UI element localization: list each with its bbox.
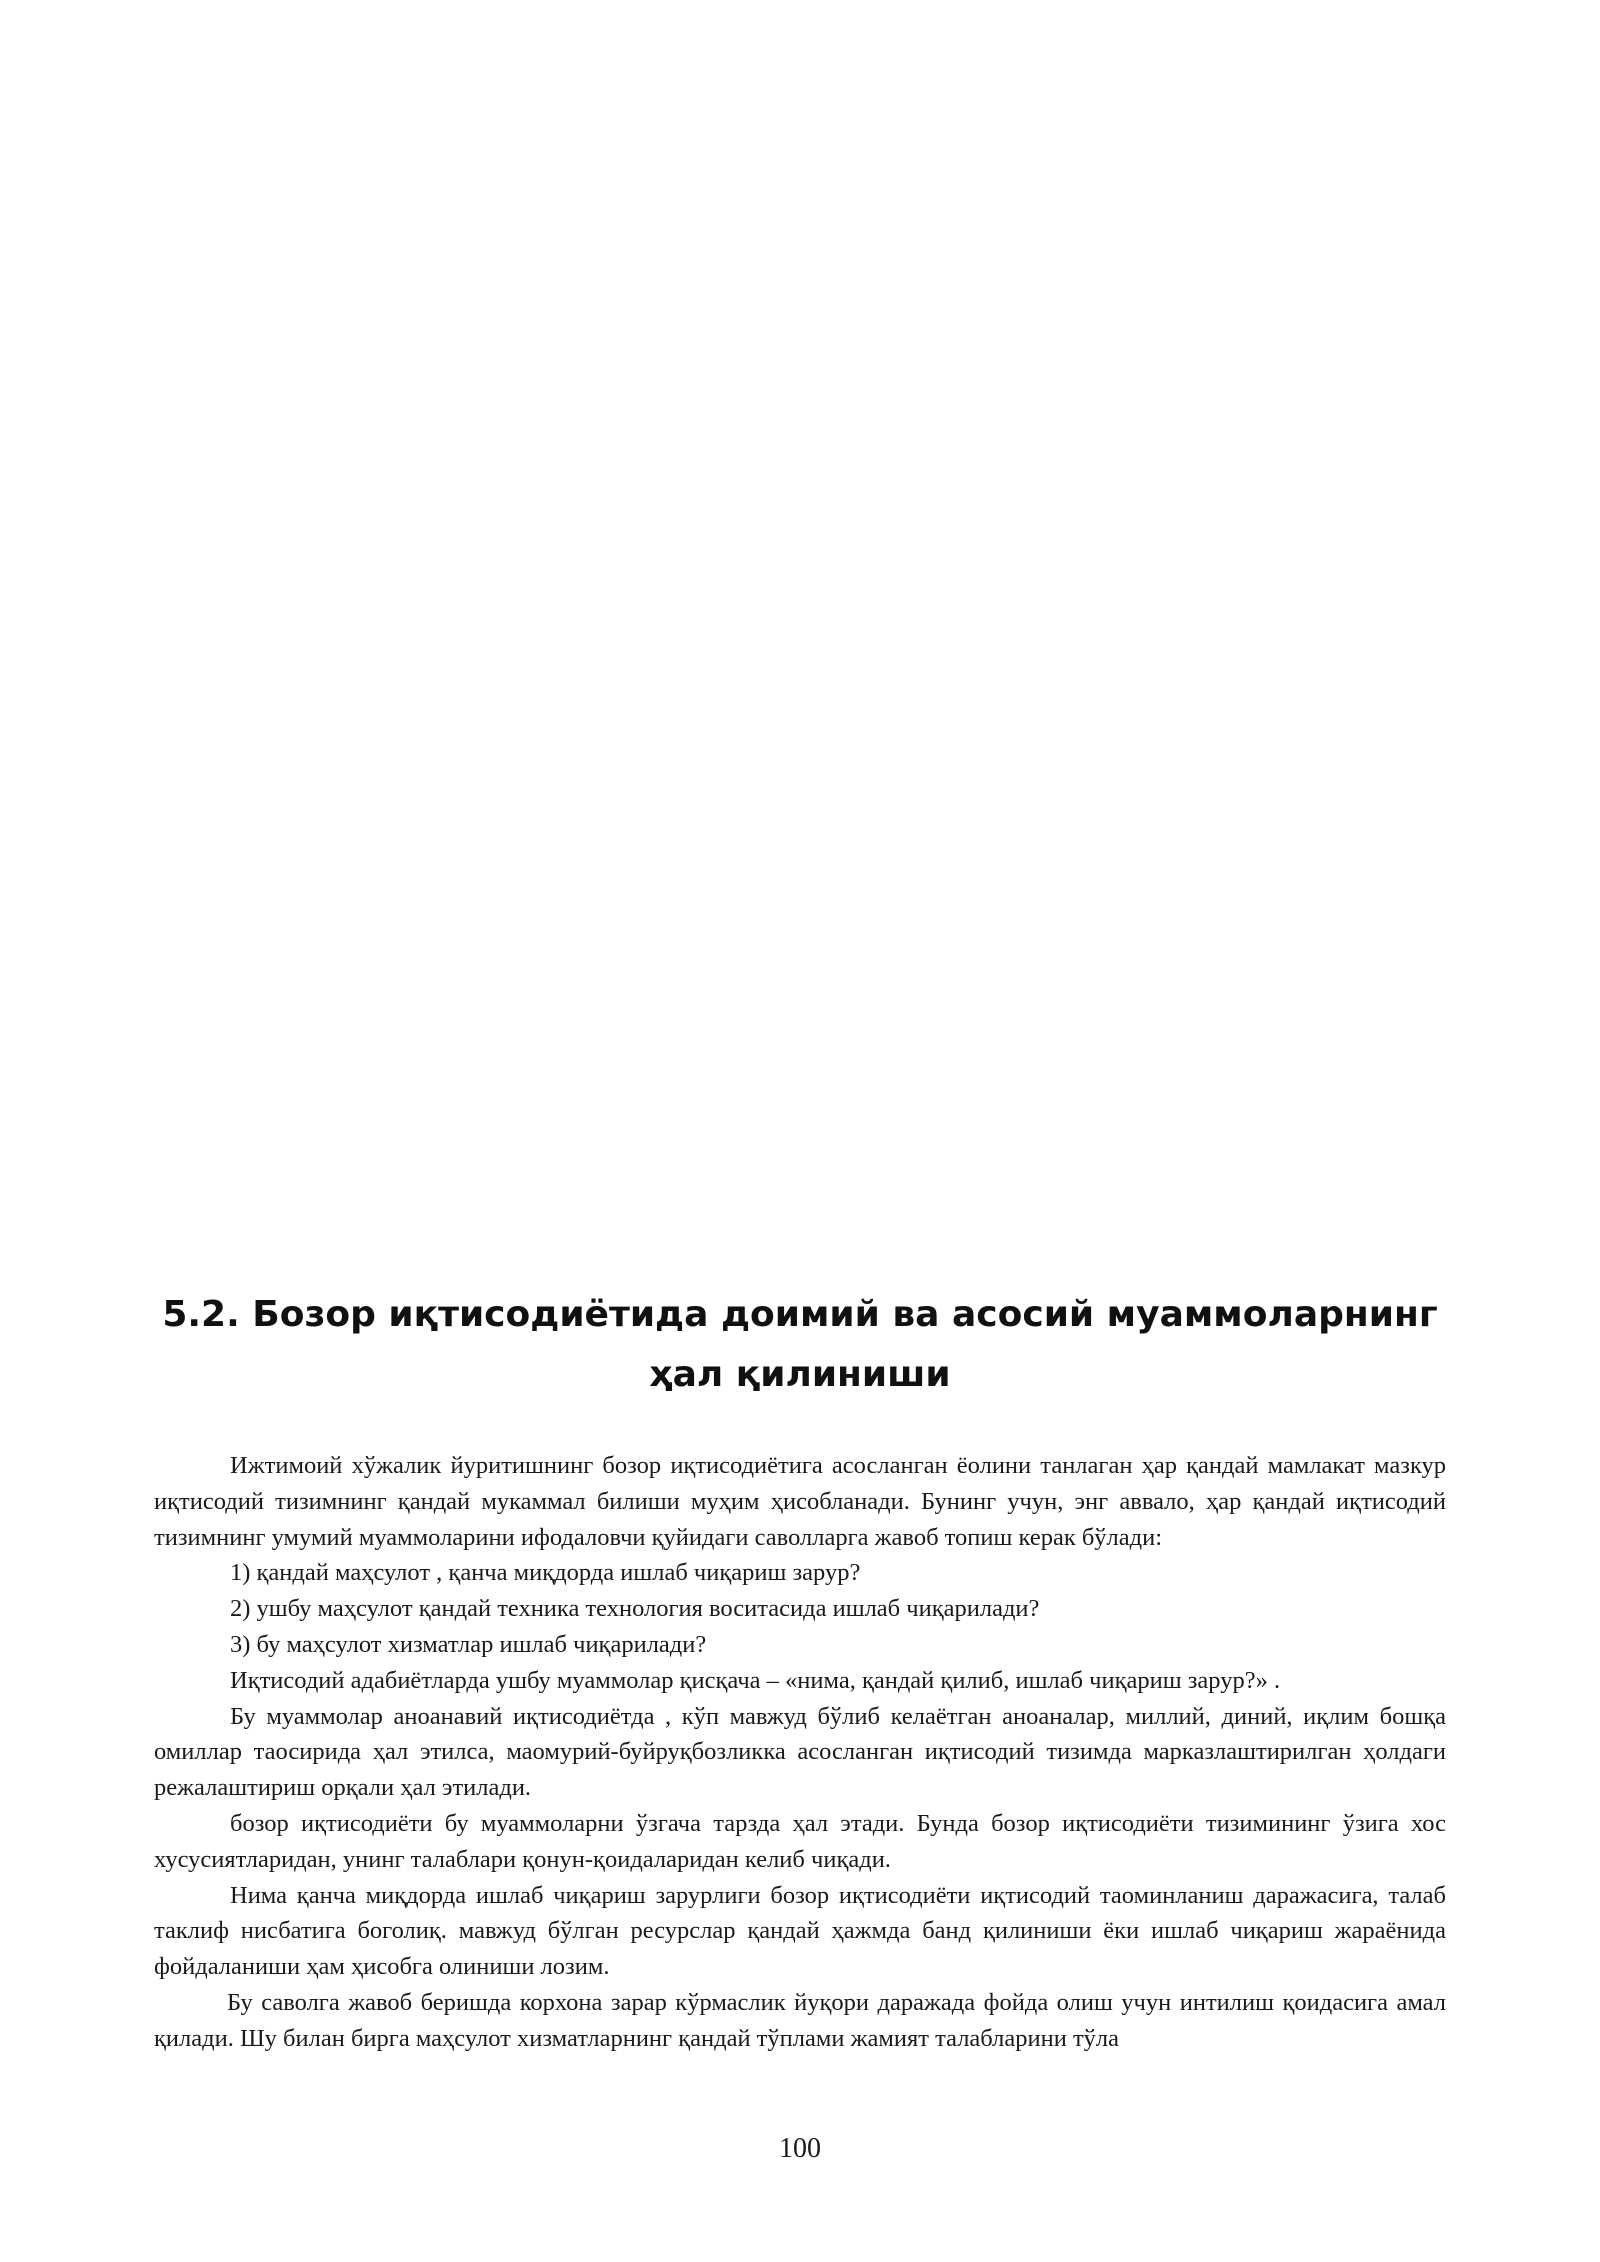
paragraph-intro: Ижтимоий хўжалик йуритишнинг бозор иқтисодиётига асосланган ёолини танлаган ҳар қандай мамлакат мазкур иқтисодий тизимнинг қандай мукаммал билиши муҳим ҳисобланади. Бунинг учун, энг аввало, ҳар қандай иқтисодий тизимнинг умумий муаммоларини ифодаловчи қуйидаги саволларга жавоб топиш керак бўлади: — [154, 1452, 1446, 1551]
page-number: 100 — [779, 2133, 821, 2164]
section-heading-line-1: 5.2. Бозор иқтисодиётида доимий ва асосий муаммоларнинг — [162, 1294, 1438, 1335]
section-heading-line-2: ҳал қилиниши — [649, 1354, 951, 1395]
paragraph-summary: Иқтисодий адабиётларда ушбу муаммолар қисқача – «нима, қандай қилиб, ишлаб чиқариш зарур?» . — [230, 1666, 1281, 1694]
paragraph-what-to-produce: Нима қанча миқдорда ишлаб чиқариш зарурлиги бозор иқтисодиёти иқтисодий таоминланиш даражасига, талаб таклиф нисбатига боголиқ. мавжуд бўлган ресурслар қандай ҳажмда банд қилиниши ёки ишлаб чиқариш жараёнида фойдаланиши ҳам ҳисобга олиниши лозим. — [154, 1881, 1446, 1981]
list-item-2: 2) ушбу маҳсулот қандай техника технология воситасида ишлаб чиқарилади? — [230, 1595, 1040, 1623]
paragraph-answer: Бу саволга жавоб беришда корхона зарар кўрмаслик йуқори даражада фойда олиш учун интилиш қоидасига амал қилади. Шу билан бирга маҳсулот хизматларнинг қандай тўплами жамият талабларини тўла — [154, 1988, 1446, 2052]
list-item-3: 3) бу маҳсулот хизматлар ишлаб чиқарилади? — [230, 1630, 707, 1658]
paragraph-market-economy: бозор иқтисодиёти бу муаммоларни ўзгача тарзда ҳал этади. Бунда бозор иқтисодиёти тизимининг ўзига хос хусусиятларидан, унинг талаблари қонун-қоидаларидан келиб чиқади. — [154, 1809, 1446, 1873]
body-text — [154, 1448, 1446, 2057]
section-heading — [150, 1285, 1450, 1405]
paragraph-traditional-economy: Бу муаммолар аноанавий иқтисодиётда , кўп мавжуд бўлиб келаётган аноаналар, миллий, диний, иқлим бошқа омиллар таосирида ҳал этилса, маомурий-буйруқбозликка асосланган иқтисодий тизимда марказлаштирилган ҳолдаги режалаштириш орқали ҳал этилади. — [154, 1702, 1446, 1802]
list-item-1: 1) қандай маҳсулот , қанча миқдорда ишлаб чиқариш зарур? — [230, 1559, 861, 1587]
